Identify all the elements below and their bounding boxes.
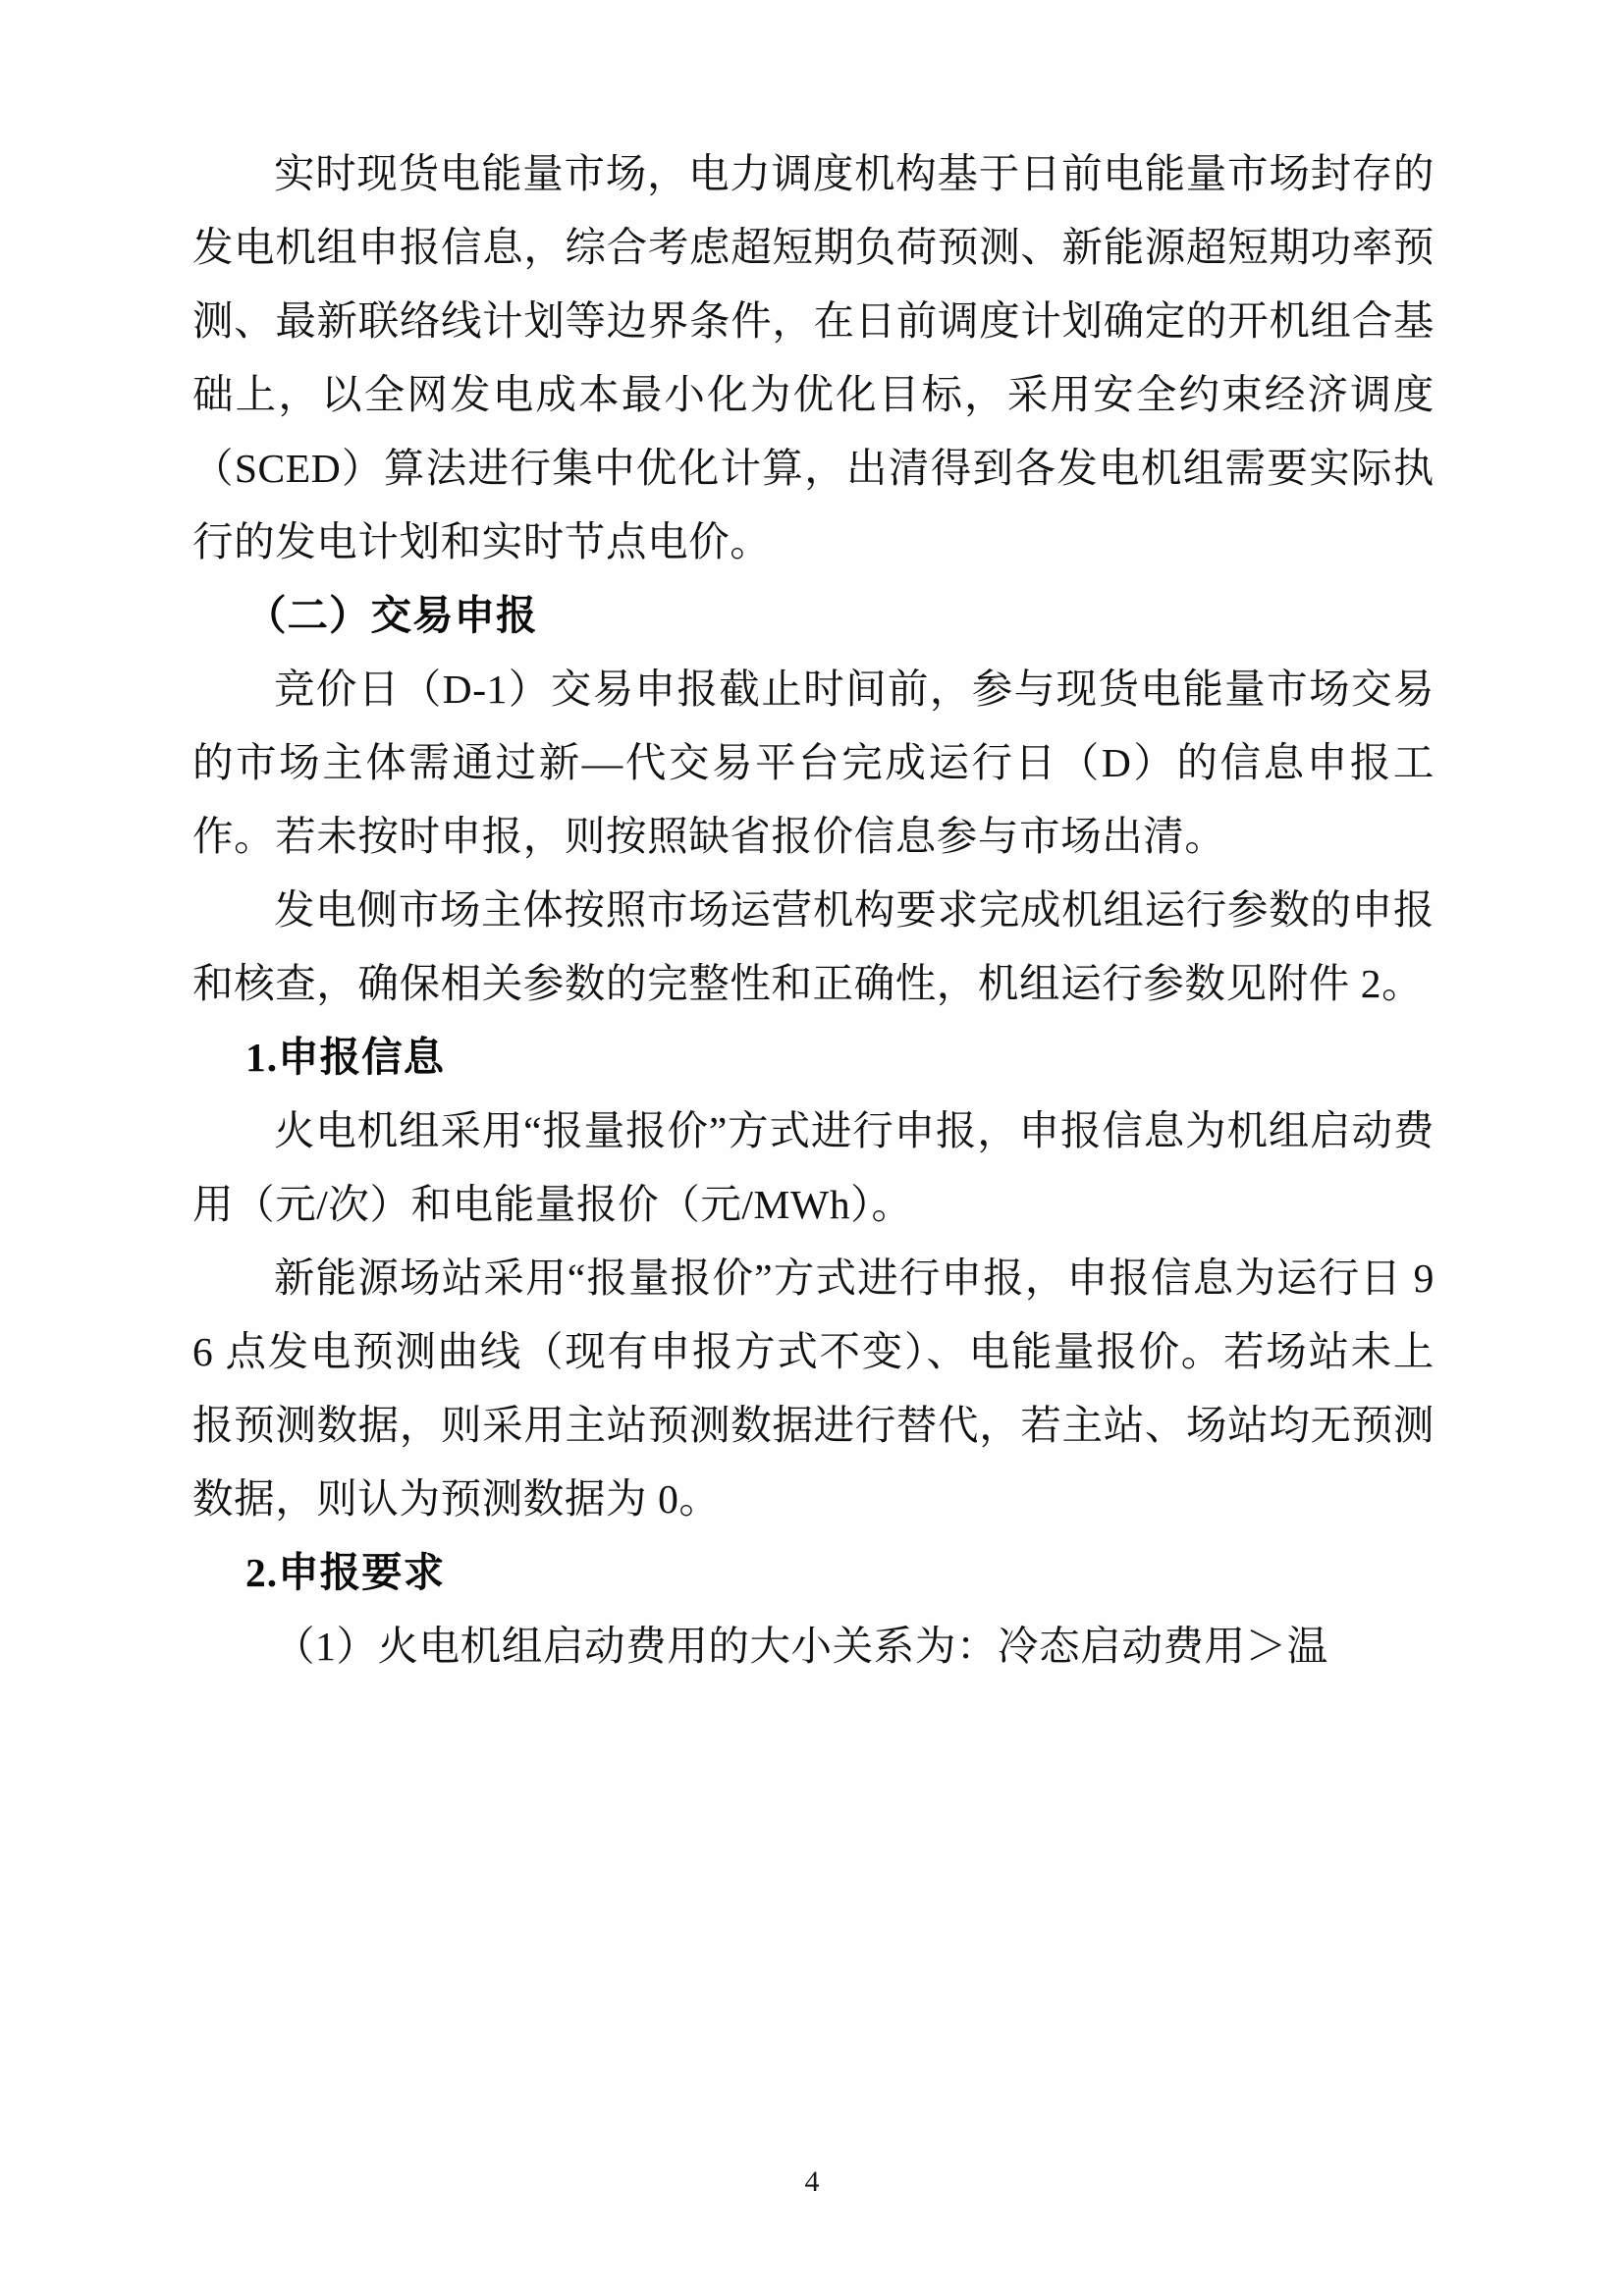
subsection-heading-declaration-information: 1.申报信息 bbox=[244, 1035, 446, 1080]
page-number: 4 bbox=[804, 2165, 820, 2198]
body-paragraph-thermal-units: 火电机组采用“报量报价”方式进行申报，申报信息为机组启动费用（元/次）和电能量报价（元/MWh）。 bbox=[192, 1108, 1435, 1227]
body-paragraph-bidding-day: 竞价日（D-1）交易申报截止时间前，参与现货电能量市场交易的市场主体需通过新—代交易平台完成运行日（D）的信息申报工作。若未按时申报，则按照缺省报价信息参与市场出清。 bbox=[192, 667, 1435, 859]
subsection-heading-declaration-requirements: 2.申报要求 bbox=[244, 1550, 446, 1595]
section-heading-trade-declaration: （二）交易申报 bbox=[244, 593, 538, 638]
body-paragraph-generation-side-parameters: 发电侧市场主体按照市场运营机构要求完成机组运行参数的申报和核查，确保相关参数的完整性和正确性，机组运行参数见附件 2。 bbox=[192, 887, 1435, 1006]
body-paragraph-realtime-spot-market: 实时现货电能量市场，电力调度机构基于日前电能量市场封存的发电机组申报信息，综合考虑超短期负荷预测、新能源超短期功率预测、最新联络线计划等边界条件，在日前调度计划确定的开机组合基础上，以全网发电成本最小化为优化目标，采用安全约束经济调度（SCED）算法进行集中优化计算，出清得到各发电机组需要实际执行的发电计划和实时节点电价。 bbox=[192, 151, 1435, 564]
body-paragraph-renewable-stations: 新能源场站采用“报量报价”方式进行申报，申报信息为运行日 96 点发电预测曲线（现有申报方式不变）、电能量报价。若场站未上报预测数据，则采用主站预测数据进行替代，若主站、场站均无预测数据，则认为预测数据为 0。 bbox=[192, 1255, 1435, 1522]
body-paragraph-startup-cost-relation: （1）火电机组启动费用的大小关系为：冷态启动费用＞温 bbox=[274, 1624, 1328, 1669]
page-content bbox=[192, 137, 1435, 1683]
